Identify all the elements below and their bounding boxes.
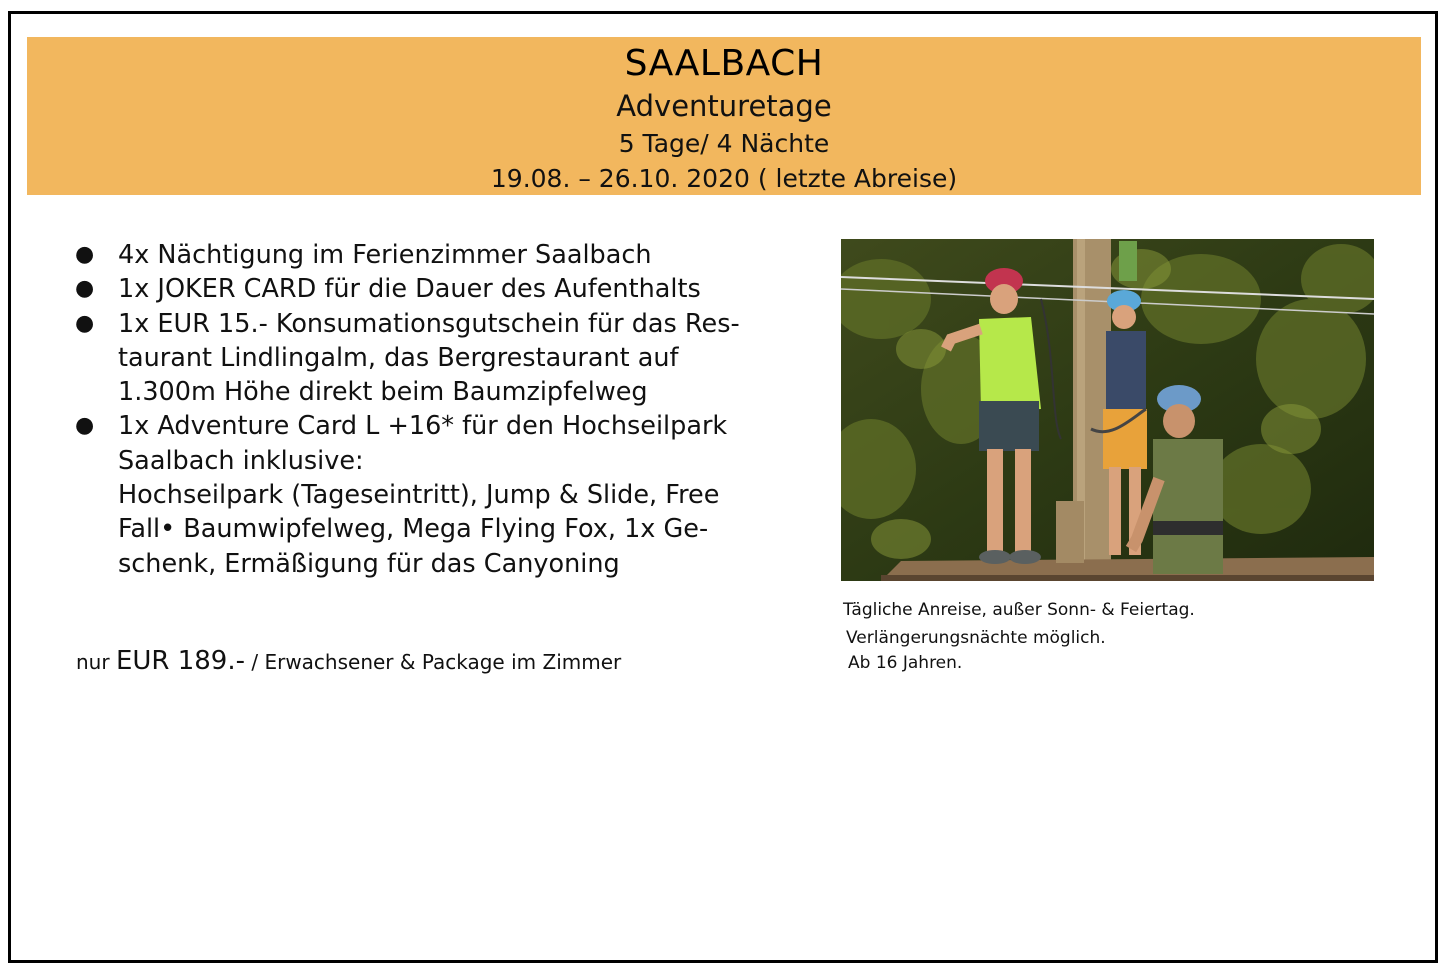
header-banner (27, 37, 1421, 195)
price-suffix: / Erwachsener & Package im Zimmer (251, 650, 622, 674)
bullet-icon: ● (75, 242, 95, 267)
list-item-line: Saalbach inklusive: (118, 445, 364, 476)
price-line (76, 646, 621, 676)
note-line: Ab 16 Jahren. (848, 653, 963, 673)
list-item (70, 238, 790, 272)
list-item (70, 409, 790, 580)
list-item-line: 1x JOKER CARD für die Dauer des Aufenthalts (118, 274, 701, 305)
list-item-line: 1x EUR 15.- Konsumationsgutschein für das Res- (118, 308, 740, 339)
package-duration: 5 Tage/ 4 Nächte (618, 129, 830, 158)
list-item-line: taurant Lindlingalm, das Bergrestaurant auf (118, 342, 679, 373)
list-item-line: 4x Nächtigung im Ferienzimmer Saalbach (118, 240, 652, 270)
feature-list (70, 238, 790, 581)
high-ropes-course-photo (841, 239, 1374, 581)
list-item (70, 272, 790, 306)
note-line: Verlängerungsnächte möglich. (846, 628, 1106, 648)
note-line: Tägliche Anreise, außer Sonn- & Feiertag. (843, 600, 1195, 620)
page-title: SAALBACH (624, 43, 824, 84)
list-item-line: schenk, Ermäßigung für das Canyoning (118, 548, 620, 579)
list-item-line: 1.300m Höhe direkt beim Baumzipfelweg (118, 377, 648, 408)
list-item-line: Fall• Baumwipfelweg, Mega Flying Fox, 1x Ge- (118, 514, 709, 545)
list-item (70, 307, 790, 410)
notes (843, 597, 1195, 674)
package-name: Adventuretage (616, 89, 832, 123)
list-item-line: 1x Adventure Card L +16* für den Hochseilpark (118, 411, 728, 442)
bullet-icon: ● (75, 276, 95, 302)
bullet-icon: ● (75, 310, 95, 336)
list-item-line: Hochseilpark (Tageseintritt), Jump & Slide, Free (118, 480, 720, 511)
package-dates: 19.08. – 26.10. 2020 ( letzte Abreise) (490, 164, 958, 193)
price-amount: EUR 189.- (115, 646, 245, 676)
bullet-icon: ● (75, 413, 95, 439)
price-prefix: nur (76, 650, 110, 674)
